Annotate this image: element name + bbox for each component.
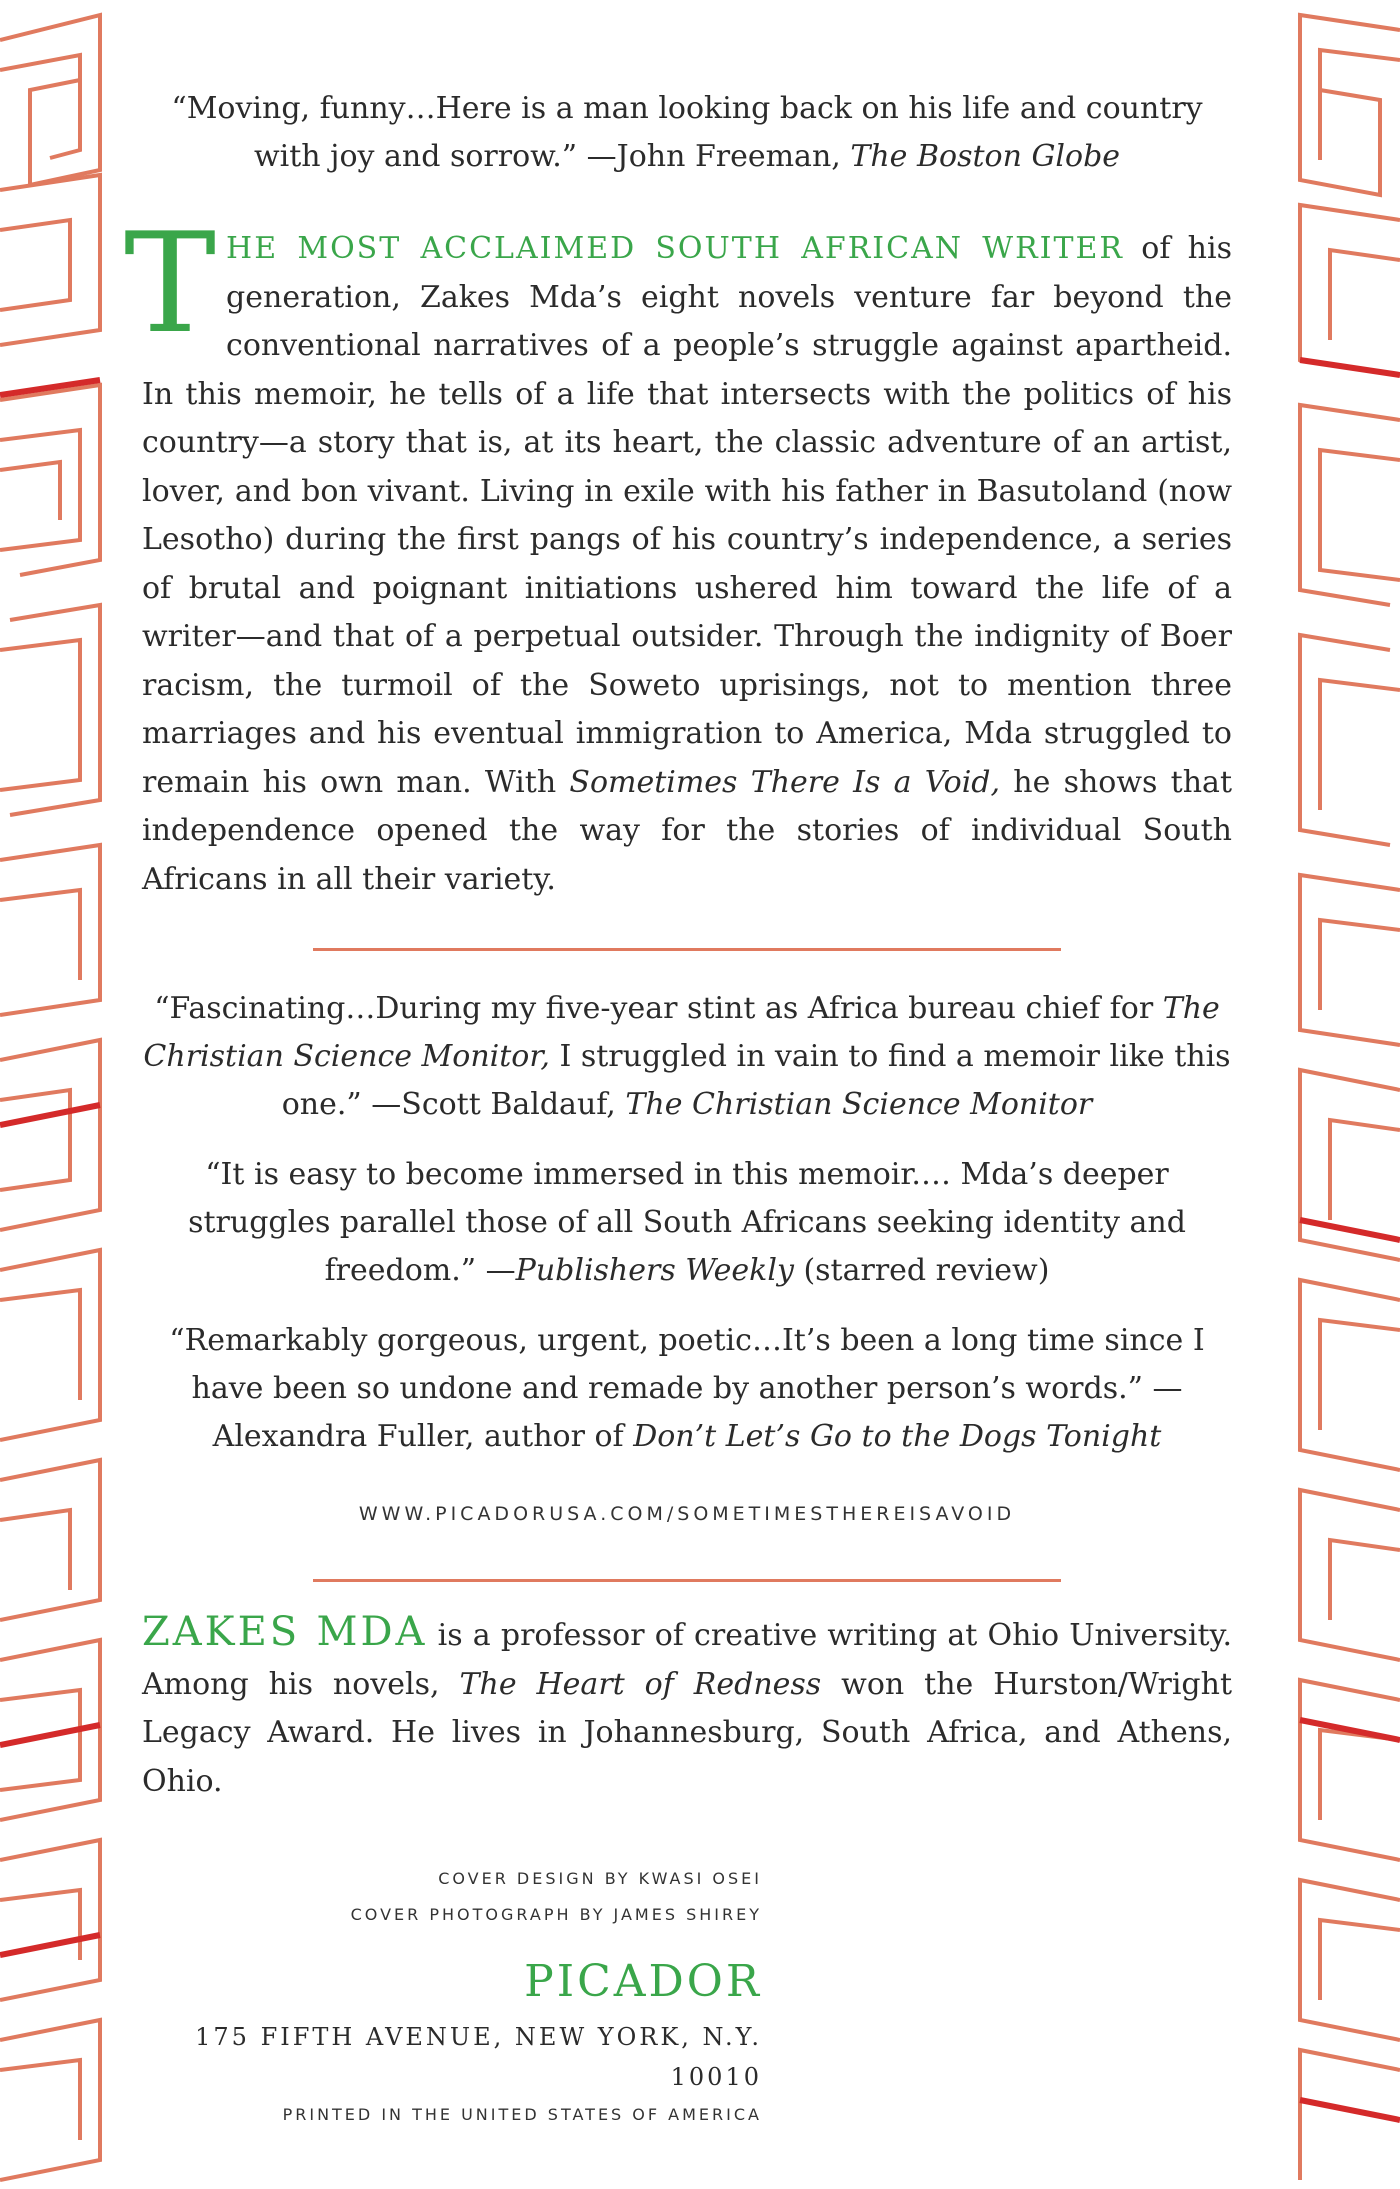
review-quote: “Remarkably gorgeous, urgent, poetic…It’s been a long time since I have been so undone and remade by another person’s words.” —Alexandra Fuller, author of Don’t Let’s Go to the Dogs Tonight [169,1323,1205,1454]
author-bio: ZAKES MDA is a professor of creative writing at Ohio University. Among his novels, The Heart of Redness won the Hurston/Wright Legacy Award. He lives in Johannesburg, South Africa, and Athens, Ohio. [142,1609,1233,1799]
drop-cap: T [124,203,217,364]
author-name: ZAKES MDA [142,1609,428,1655]
review-quote: “It is easy to become immersed in this memoir.… Mda’s deeper struggles parallel those of all South Africans seeking identity and freedom.” —Publishers Weekly (starred review) [188,1157,1186,1288]
back-cover-content [124,85,1233,1806]
intro-lead: HE MOST ACCLAIMED SOUTH AFRICAN WRITER [226,231,1125,266]
printed-in-notice: PRINTED IN THE UNITED STATES OF AMERICA [282,2105,762,2124]
cover-photo-credit: COVER PHOTOGRAPH BY JAMES SHIREY [350,1905,762,1924]
divider-rule [313,1579,1061,1582]
cover-design-credit: COVER DESIGN BY KWASI OSEI [438,1869,762,1888]
intro-paragraph: THE MOST ACCLAIMED SOUTH AFRICAN WRITER of his generation, Zakes Mda’s eight novels venture far beyond the conventional narratives of a people’s struggle against apartheid. In this memoir, he tells of a life that intersects with the politics of his country—a story that is, at its heart, the classic adventure of an artist, lover, and bon vivant. Living in exile with his father in Basutoland (now Lesotho) during the first pangs of his country’s independence, a series of brutal and poignant initiations ushered him toward the life of a writer—and that of a perpetual outsider. Through the indignity of Boer racism, the turmoil of the Soweto uprisings, not to mention three marriages and his eventual immigration to America, Mda struggled to remain his own man. With Sometimes There Is a Void, he shows that independence opened the way for the stories of individual South Africans in all their variety. [124,203,1232,897]
publisher-name: PICADOR [524,1956,762,2007]
top-review-source: The Boston Globe [850,139,1121,174]
book-title: Sometimes There Is a Void, [569,764,1001,800]
publisher-address: 175 FIFTH AVENUE, NEW YORK, N.Y. 10010 [195,2023,762,2091]
decorative-border-right [1288,0,1400,2189]
top-review-quote: “Moving, funny…Here is a man looking back on his life and country with joy and sorrow.” —John Freeman, The Boston Globe [171,91,1203,174]
decorative-border-left [0,0,112,2189]
publisher-credits [142,1861,762,2133]
website-url: WWW.PICADORUSA.COM/SOMETIMESTHEREISAVOID [358,1503,1016,1525]
review-quote: “Fascinating…During my five-year stint as Africa bureau chief for The Christian Science Monitor, I struggled in vain to find a memoir like this one.” —Scott Baldauf, The Christian Science Monitor [143,991,1231,1122]
review-list [142,985,1232,1461]
divider-rule [313,948,1061,951]
